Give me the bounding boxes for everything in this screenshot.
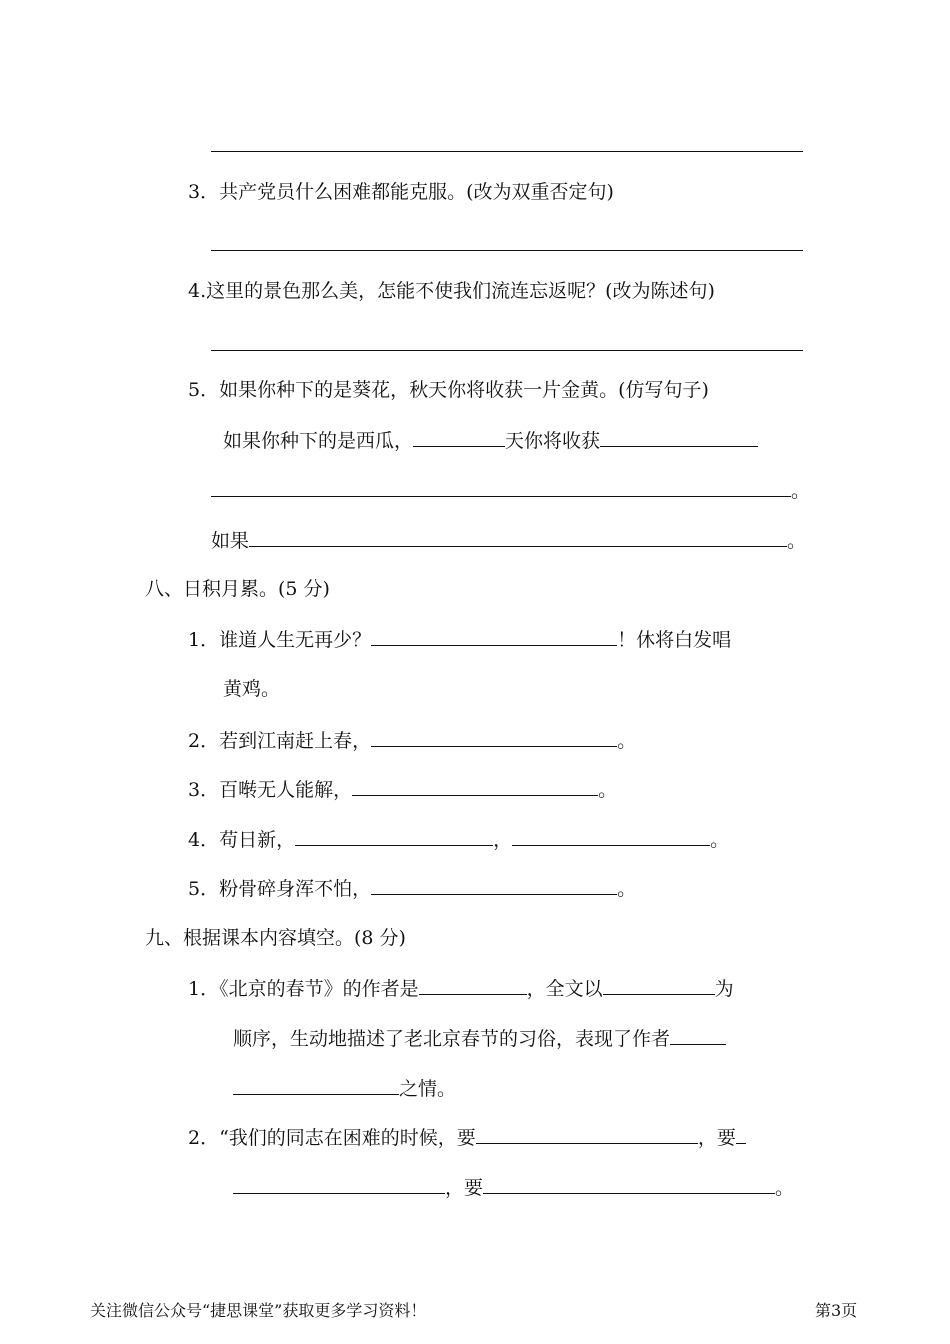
- answer-line-q7-4[interactable]: [211, 350, 803, 351]
- q9-item-1-line-3: [233, 1076, 456, 1101]
- q9-item-1: [188, 976, 734, 1001]
- q8-item-2: [188, 728, 636, 753]
- q8-item-5: [188, 876, 636, 901]
- section-8-heading: 八、日积月累。(5 分): [145, 578, 330, 600]
- answer-blank[interactable]: [600, 428, 758, 447]
- item-number: 2．: [188, 730, 220, 752]
- q9-item-2-line-2: [233, 1175, 794, 1200]
- q7-item-5-line-3: [211, 528, 806, 553]
- period: 。: [791, 480, 811, 502]
- answer-blank[interactable]: [371, 627, 617, 646]
- q7-item-5-line-2: [211, 478, 810, 503]
- q7-item-3: [188, 180, 614, 204]
- item-number: 5．: [188, 878, 220, 900]
- prompt-text: 谁道人生无再少？: [219, 629, 372, 651]
- item-text: 如果你种下的是葵花，秋天你将收获一片金黄。(仿写句子): [219, 379, 709, 401]
- item-number: 3．: [188, 779, 220, 801]
- prompt-text: 《北京的春节》的作者是: [219, 978, 419, 1000]
- answer-blank[interactable]: [233, 1175, 445, 1194]
- answer-blank[interactable]: [476, 1125, 698, 1144]
- answer-line-q7-3[interactable]: [211, 250, 803, 251]
- period: 。: [598, 779, 618, 801]
- answer-blank[interactable]: [211, 478, 791, 497]
- prompt-text: ，要: [697, 1127, 736, 1149]
- prompt-text: 顺序，生动地描述了老北京春节的习俗，表现了作者: [233, 1028, 671, 1050]
- item-number: 4.: [188, 280, 207, 302]
- answer-blank[interactable]: [413, 428, 505, 447]
- item-number: 3．: [188, 181, 220, 203]
- period: 。: [617, 730, 637, 752]
- prompt-text: 若到江南赶上春，: [219, 730, 372, 752]
- period: 。: [775, 1177, 795, 1199]
- answer-blank[interactable]: [512, 827, 710, 846]
- page-number: 第3页: [815, 1301, 858, 1320]
- answer-line-q7-2[interactable]: [211, 151, 803, 152]
- answer-blank[interactable]: [736, 1125, 746, 1144]
- q8-item-1: [188, 627, 731, 652]
- q8-item-4: [188, 827, 729, 852]
- footer-promo-text: 关注微信公众号“捷思课堂”获取更多学习资料！: [90, 1301, 427, 1320]
- prompt-text: 苟日新，: [219, 829, 296, 851]
- prompt-text: 百啭无人能解，: [219, 779, 353, 801]
- q9-item-1-line-2: [233, 1026, 726, 1051]
- answer-blank[interactable]: [670, 1026, 726, 1045]
- prompt-text: 如果: [211, 530, 250, 552]
- period: 。: [787, 530, 807, 552]
- answer-blank[interactable]: [371, 876, 617, 895]
- prompt-text: ，全文以: [526, 978, 603, 1000]
- prompt-text: 粉骨碎身浑不怕，: [219, 878, 372, 900]
- answer-blank[interactable]: [371, 728, 617, 747]
- answer-blank[interactable]: [233, 1076, 399, 1095]
- item-number: 1．: [188, 629, 220, 651]
- period: 。: [710, 829, 730, 851]
- prompt-text: 为: [714, 978, 734, 1000]
- period: 。: [617, 878, 637, 900]
- item-text: 共产党员什么困难都能克服。(改为双重否定句): [219, 181, 614, 203]
- item-number: 1．: [188, 978, 220, 1000]
- answer-blank[interactable]: [295, 827, 493, 846]
- q8-item-1-cont: 黄鸡。: [223, 678, 281, 700]
- q7-item-5-line-1: [223, 428, 758, 453]
- prompt-text: ，要: [445, 1177, 484, 1199]
- item-number: 4．: [188, 829, 220, 851]
- item-number: 5．: [188, 379, 220, 401]
- item-number: 2．: [188, 1127, 220, 1149]
- q9-item-2: [188, 1125, 746, 1150]
- answer-blank[interactable]: [352, 777, 598, 796]
- answer-blank[interactable]: [419, 976, 527, 995]
- prompt-text: 之情。: [399, 1078, 457, 1100]
- answer-blank[interactable]: [483, 1175, 775, 1194]
- item-text: 这里的景色那么美，怎能不使我们流连忘返呢？(改为陈述句): [206, 280, 715, 302]
- answer-blank[interactable]: [603, 976, 715, 995]
- q8-item-3: [188, 777, 617, 802]
- prompt-text: ！休将白发唱: [617, 629, 732, 651]
- q7-item-5: [188, 378, 709, 402]
- prompt-text: 天你将收获: [505, 430, 601, 452]
- section-9-heading: 九、根据课本内容填空。(8 分): [145, 927, 406, 949]
- prompt-text: 如果你种下的是西瓜，: [223, 430, 414, 452]
- q7-item-4: [188, 279, 715, 303]
- answer-blank[interactable]: [249, 528, 787, 547]
- prompt-text: “我们的同志在困难的时候，要: [219, 1127, 476, 1149]
- comma: ，: [493, 829, 513, 851]
